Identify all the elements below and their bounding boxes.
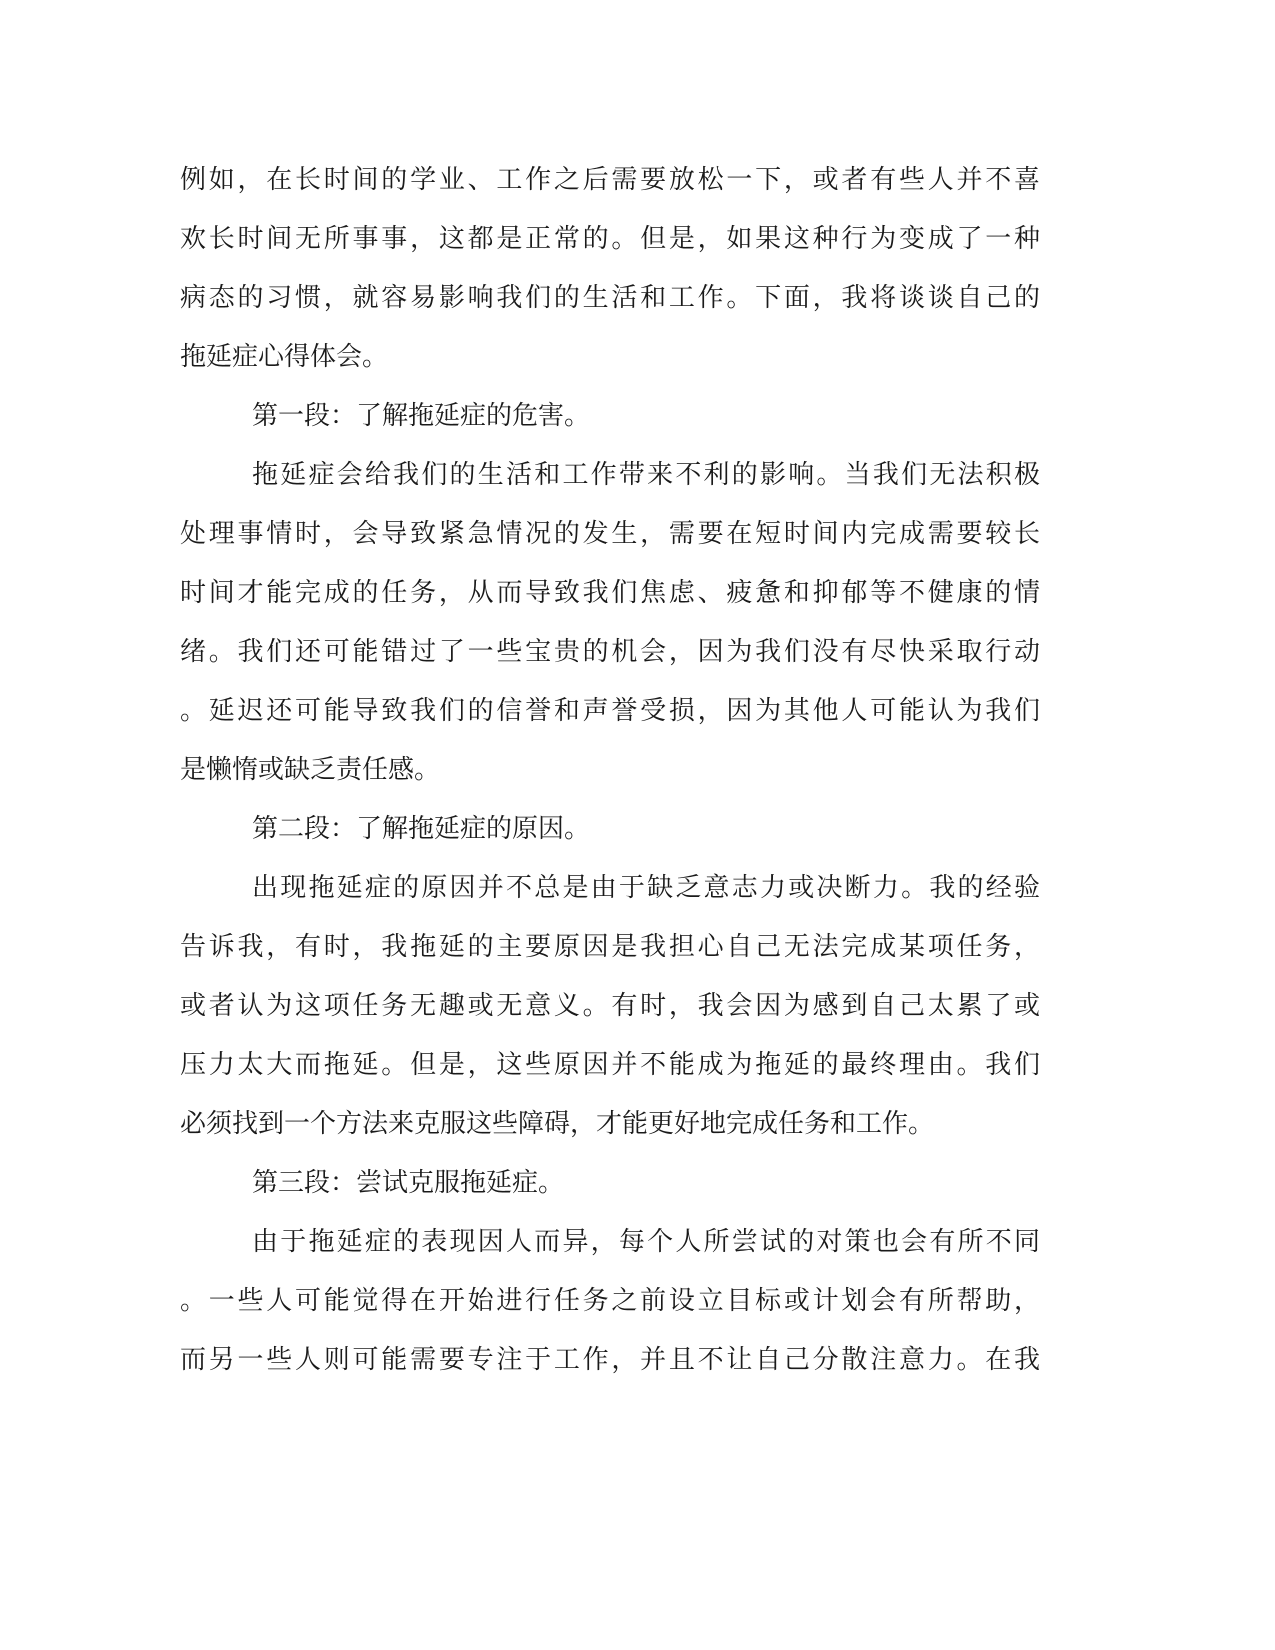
text-line: 病态的习惯，就容易影响我们的生活和工作。下面，我将谈谈自己的 bbox=[180, 283, 1040, 313]
text-line: 例如，在长时间的学业、工作之后需要放松一下，或者有些人并不喜 bbox=[180, 165, 1040, 195]
text-line: 欢长时间无所事事，这都是正常的。但是，如果这种行为变成了一种 bbox=[180, 224, 1040, 254]
text-line: 。延迟还可能导致我们的信誉和声誉受损，因为其他人可能认为我们 bbox=[180, 696, 1040, 726]
text-line: 出现拖延症的原因并不总是由于缺乏意志力或决断力。我的经验 bbox=[252, 873, 1040, 903]
text-line: 告诉我，有时，我拖延的主要原因是我担心自己无法完成某项任务， bbox=[180, 932, 1040, 962]
section-heading: 第一段：了解拖延症的危害。 bbox=[252, 401, 591, 431]
text-line: 时间才能完成的任务，从而导致我们焦虑、疲惫和抑郁等不健康的情 bbox=[180, 578, 1040, 608]
text-line: 必须找到一个方法来克服这些障碍，才能更好地完成任务和工作。 bbox=[180, 1109, 935, 1139]
text-line: 拖延症会给我们的生活和工作带来不利的影响。当我们无法积极 bbox=[252, 460, 1040, 490]
text-line: 处理事情时，会导致紧急情况的发生，需要在短时间内完成需要较长 bbox=[180, 519, 1040, 549]
text-line: 或者认为这项任务无趣或无意义。有时，我会因为感到自己太累了或 bbox=[180, 991, 1040, 1021]
text-line: 由于拖延症的表现因人而异，每个人所尝试的对策也会有所不同 bbox=[252, 1227, 1040, 1257]
text-line: 拖延症心得体会。 bbox=[180, 342, 389, 372]
text-line: 压力太大而拖延。但是，这些原因并不能成为拖延的最终理由。我们 bbox=[180, 1050, 1040, 1080]
text-line: 。一些人可能觉得在开始进行任务之前设立目标或计划会有所帮助， bbox=[180, 1286, 1040, 1316]
text-line: 而另一些人则可能需要专注于工作，并且不让自己分散注意力。在我 bbox=[180, 1345, 1040, 1375]
section-heading: 第三段：尝试克服拖延症。 bbox=[252, 1168, 565, 1198]
text-line: 是懒惰或缺乏责任感。 bbox=[180, 755, 441, 785]
section-heading: 第二段：了解拖延症的原因。 bbox=[252, 814, 591, 844]
text-line: 绪。我们还可能错过了一些宝贵的机会，因为我们没有尽快采取行动 bbox=[180, 637, 1040, 667]
